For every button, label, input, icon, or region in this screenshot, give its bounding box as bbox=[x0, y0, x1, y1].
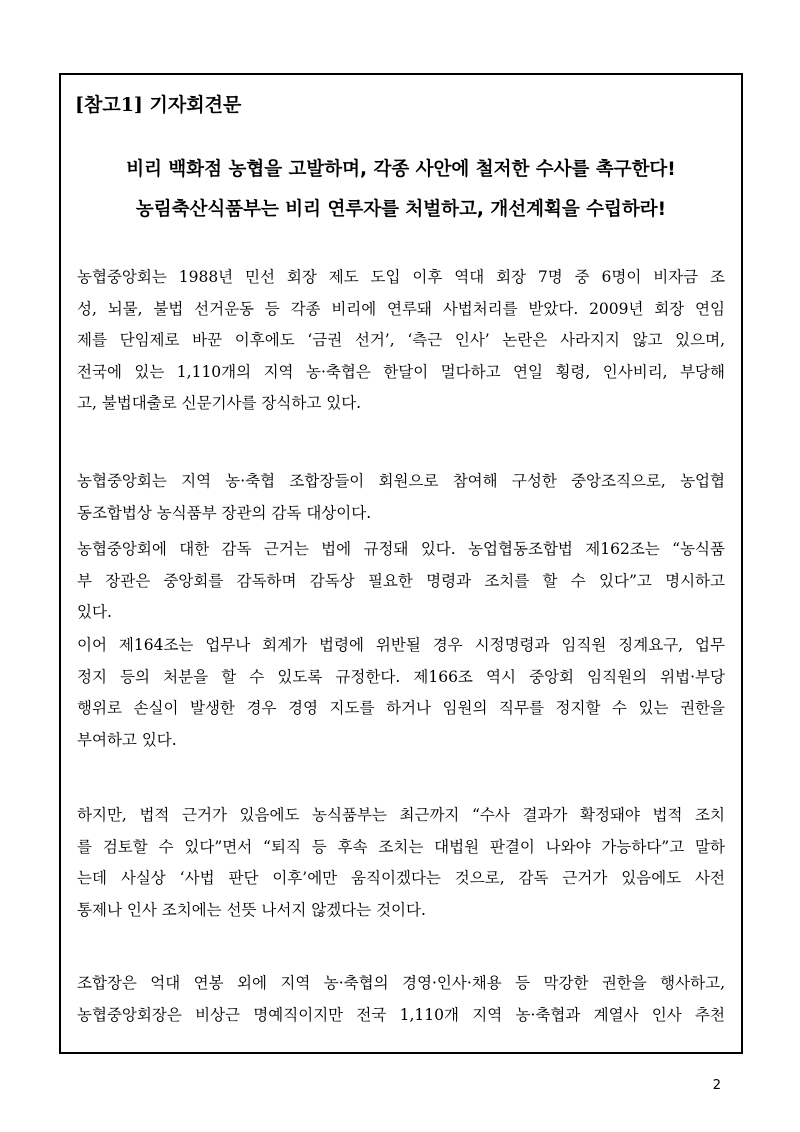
headline-line-1: 비리 백화점 농협을 고발하며, 각종 사안에 철저한 수사를 촉구한다! bbox=[126, 159, 676, 180]
page-number: 2 bbox=[712, 1078, 721, 1093]
paragraph-line: 를 검토할 수 있다”면서 “퇴직 등 후속 조치는 대법원 판결이 나와야 가능하다”고 말하 bbox=[77, 837, 725, 856]
paragraph-line: 부여하고 있다. bbox=[77, 730, 177, 749]
paragraph-line: 전국에 있는 1,110개의 지역 농·축협은 한달이 멀다하고 연일 횡령, 인사비리, 부당해 bbox=[77, 362, 725, 381]
paragraph-4 bbox=[77, 630, 725, 756]
paragraph-line: 동조합법상 농식품부 장관의 감독 대상이다. bbox=[77, 503, 372, 522]
paragraph-line: 하지만, 법적 근거가 있음에도 농식품부는 최근까지 “수사 결과가 확정돼야 법적 조치 bbox=[77, 806, 725, 824]
paragraph-line: 농협중앙회는 1988년 민선 회장 제도 도입 이후 역대 회장 7명 중 6명이 비자금 조 bbox=[77, 268, 725, 286]
paragraph-line: 농협중앙회장은 비상근 명예직이지만 전국 1,110개 지역 농·축협과 계열사 인사 추천 bbox=[77, 1005, 725, 1024]
paragraph-line: 부 장관은 중앙회를 감독하며 감독상 필요한 명령과 조치를 할 수 있다”고 명시하고 bbox=[77, 571, 725, 590]
paragraph-2 bbox=[77, 466, 725, 529]
paragraph-line: 성, 뇌물, 불법 선거운동 등 각종 비리에 연루돼 사법처리를 받았다. 2009년 회장 연임 bbox=[77, 299, 725, 318]
paragraph-1 bbox=[77, 262, 725, 420]
paragraph-6 bbox=[77, 968, 725, 1031]
paragraph-line: 제를 단임제로 바꾼 이후에도 ‘금권 선거’, ‘측근 인사’ 논란은 사라지지 않고 있으며, bbox=[77, 331, 725, 349]
paragraph-line: 고, 불법대출로 신문기사를 장식하고 있다. bbox=[77, 394, 362, 412]
paragraph-3 bbox=[77, 534, 725, 629]
paragraph-5 bbox=[77, 800, 725, 926]
paragraph-line: 는데 사실상 ‘사법 판단 이후’에만 움직이겠다는 것으로, 감독 근거가 있음에도 사전 bbox=[77, 869, 725, 887]
section-title: [참고1] 기자회견문 bbox=[75, 94, 242, 116]
paragraph-line: 조합장은 억대 연봉 외에 지역 농·축협의 경영·인사·채용 등 막강한 권한을 행사하고, bbox=[77, 974, 725, 992]
paragraph-line: 농협중앙회에 대한 감독 근거는 법에 규정돼 있다. 농업협동조합법 제162조는 “농식품 bbox=[77, 540, 725, 558]
paragraph-line: 통제나 인사 조치에는 선뜻 나서지 않겠다는 것이다. bbox=[77, 900, 426, 919]
paragraph-line: 농협중앙회는 지역 농·축협 조합장들이 회원으로 참여해 구성한 중앙조직으로, 농업협 bbox=[77, 472, 725, 490]
paragraph-line: 있다. bbox=[77, 603, 112, 621]
headline-line-2: 농림축산식품부는 비리 연루자를 처벌하고, 개선계획을 수립하라! bbox=[135, 199, 667, 220]
paragraph-line: 정지 등의 처분을 할 수 있도록 규정한다. 제166조 역시 중앙회 임직원의 위법·부당 bbox=[77, 667, 725, 686]
paragraph-line: 이어 제164조는 업무나 회계가 법령에 위반될 경우 시정명령과 임직원 징계요구, 업무 bbox=[77, 636, 725, 654]
paragraph-line: 행위로 손실이 발생한 경우 경영 지도를 하거나 임원의 직무를 정지할 수 있는 권한을 bbox=[77, 699, 725, 717]
